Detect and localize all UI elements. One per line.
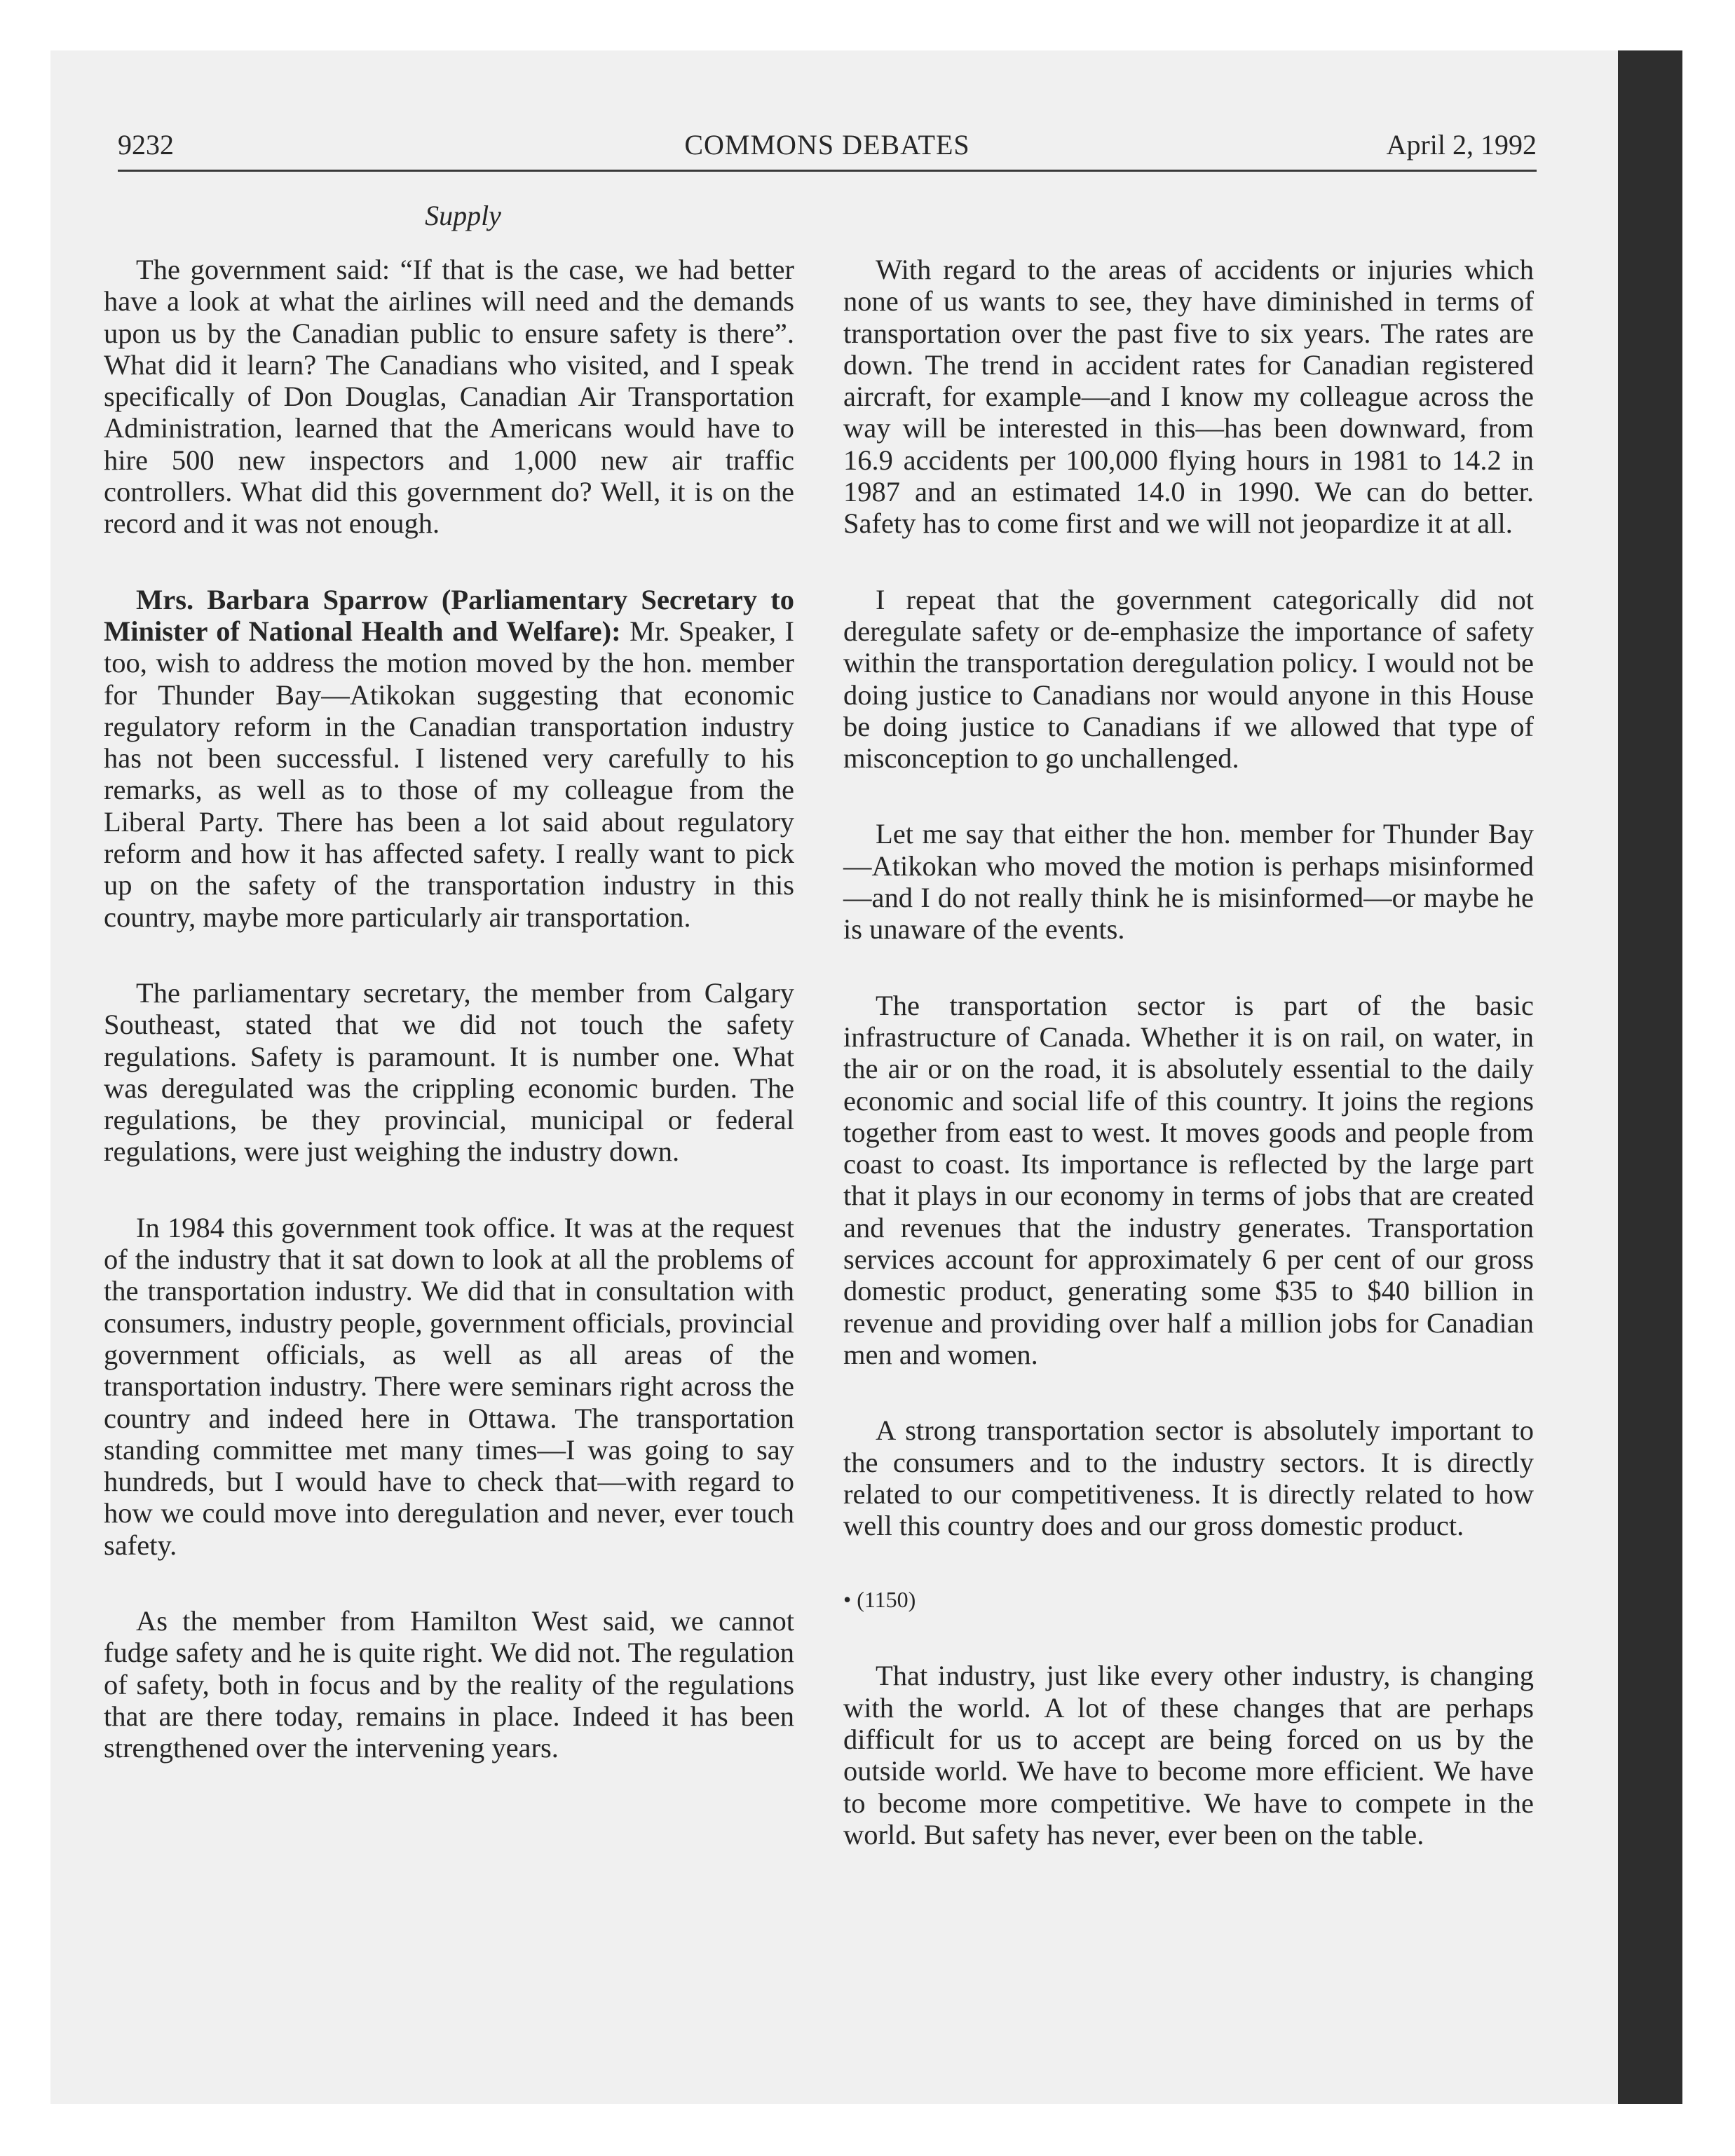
- publication-title: COMMONS DEBATES: [684, 129, 970, 161]
- paragraph: With regard to the areas of accidents or injuries which none of us wants to see, they have diminished in terms of transportation over the past five to six years. The rates are down. The trend in accident rates for Canadian registered aircraft, for example—and I know my colleague across the way will be interested in this—has been downward, from 16.9 accidents per 100,000 flying hours in 1981 to 14.2 in 1987 and an estimated 14.0 in 1990. We can do better. Safety has to come first and we will not jeopardize it at all.: [843, 254, 1534, 540]
- speech-paragraph: [104, 584, 794, 933]
- paragraph: That industry, just like every other industry, is changing with the world. A lot of these changes that are perhaps difficult for us to accept are being forced on us by the outside world. We have to become more efficient. We have to become more competitive. We have to compete in the world. But safety has never, ever been on the table.: [843, 1660, 1534, 1850]
- paragraph: As the member from Hamilton West said, we cannot fudge safety and he is quite right. We did not. The regulation of safety, both in focus and by the reality of the regulations that are there today, remains in place. Indeed it has been strengthened over the intervening years.: [104, 1604, 794, 1764]
- page-number: 9232: [118, 129, 174, 161]
- paragraph: In 1984 this government took office. It was at the request of the industry that it sat down to look at all the problems of the transportation industry. We did that in consultation with consumers, industry people, government officials, provincial government officials, as well as all areas of the transportation industry. There were seminars right across the country and indeed here in Ottawa. The transportation standing committee met many times—I was going to say hundreds, but I would have to check that—with regard to how we could move into deregulation and never, ever touch safety.: [104, 1211, 794, 1561]
- right-column: [843, 254, 1534, 1895]
- paragraph: Let me say that either the hon. member for Thunder Bay—Atikokan who moved the motion is perhaps misinformed—and I do not really think he is misinformed—or maybe he is unaware of the events.: [843, 818, 1534, 946]
- left-column: [104, 254, 794, 1808]
- scan-edge-shadow: [1618, 50, 1682, 2104]
- publication-date: April 2, 1992: [1386, 129, 1537, 161]
- speaker-name: Mrs. Barbara Sparrow (Parliamentary Secretary to Minister of National Health and Welfare):: [104, 583, 794, 647]
- paragraph: The transportation sector is part of the basic infrastructure of Canada. Whether it is on rail, on water, in the air or on the road, it is absolutely essential to the daily economic and social life of this country. It joins the regions together from east to west. It moves goods and people from coast to coast. Its importance is reflected by the large part that it plays in our economy in terms of jobs that are created and revenues that the industry generates. Transportation services account for approximately 6 per cent of our gross domestic product, generating some $35 to $40 billion in revenue and providing over half a million jobs for Canadian men and women.: [843, 989, 1534, 1370]
- time-marker: • (1150): [843, 1587, 916, 1613]
- paragraph: I repeat that the government categorically did not deregulate safety or de-emphasize the importance of safety within the transportation deregulation policy. I would not be doing justice to Canadians nor would anyone in this House be doing justice to Canadians if we allowed that type of misconception to go unchallenged.: [843, 583, 1534, 775]
- paragraph: The government said: “If that is the case, we had better have a look at what the airlines will need and the demands upon us by the Canadian public to ensure safety is there”. What did it learn? The Canadians who visited, and I speak specifically of Don Douglas, Canadian Air Transportation Administration, learned that the Americans would have to hire 500 new inspectors and 1,000 new air traffic controllers. What did this government do? Well, it is on the record and it was not enough.: [104, 254, 794, 540]
- section-title: Supply: [425, 200, 501, 231]
- speech-text: Mr. Speaker, I too, wish to address the motion moved by the hon. member for Thunder Bay—Atikokan suggesting that economic regulatory reform in the Canadian transportation industry has not been successful. I listened very carefully to his remarks, as well as to those of my colleague from the Liberal Party. There has been a lot said about regulatory reform and how it has affected safety. I really want to pick up on the safety of the transportation industry in this country, maybe more particularly air transportation.: [104, 615, 794, 933]
- paragraph: A strong transportation sector is absolutely important to the consumers and to the industry sectors. It is directly related to our competitiveness. It is directly related to how well this country does and our gross domestic product.: [843, 1414, 1534, 1542]
- header-rule: [118, 170, 1537, 172]
- page-header: [118, 123, 1537, 167]
- paragraph: The parliamentary secretary, the member from Calgary Southeast, stated that we did not touch the safety regulations. Safety is paramount. It is number one. What was deregulated was the crippling economic burden. The regulations, be they provincial, municipal or federal regulations, were just weighing the industry down.: [104, 976, 794, 1168]
